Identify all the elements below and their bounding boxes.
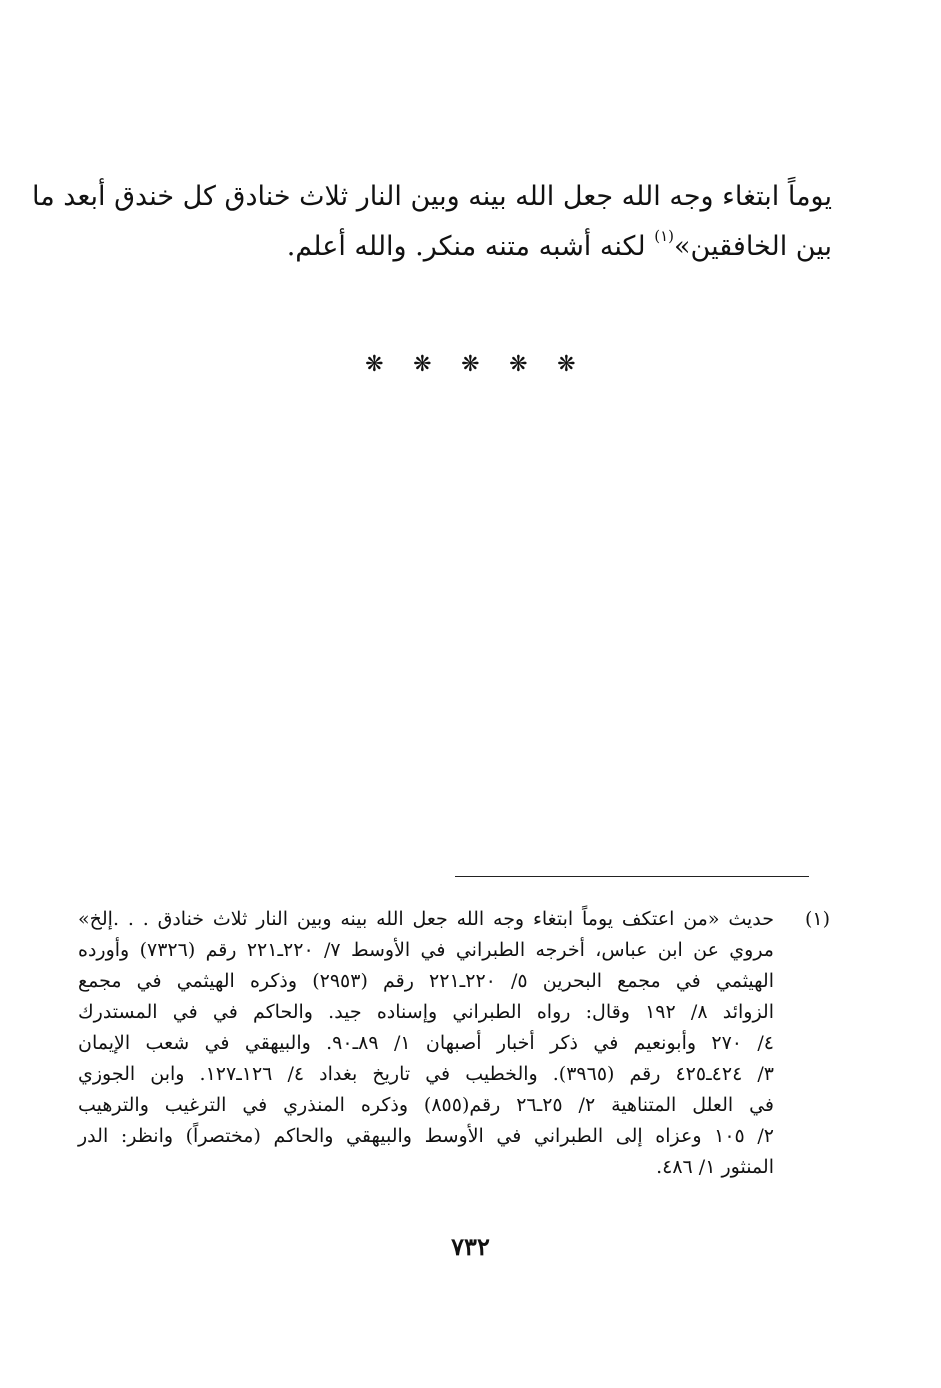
- footnote-body: [78, 904, 774, 1183]
- footnote-line: ٢/ ١٠٥ وعزاه إلى الطبراني في الأوسط والبيهقي والحاكم (مختصراً) وانظر: الدر: [78, 1125, 774, 1147]
- footnote-line: مروي عن ابن عباس، أخرجه الطبراني في الأوسط ٧/ ٢٢٠ـ٢٢١ رقم (٧٣٢٦) وأورده: [78, 939, 774, 961]
- footnote-line: ٤/ ٢٧٠ وأبونعيم في ذكر أخبار أصبهان ١/ ٨٩ـ٩٠. والبيهقي في شعب الإيمان: [78, 1032, 774, 1054]
- footnote-reference: (١): [654, 227, 675, 245]
- separator-star-icon: ❋: [365, 352, 384, 377]
- section-separator: [0, 352, 941, 377]
- footnote-line: المنثور ١/ ٤٨٦.: [656, 1156, 774, 1178]
- footnote-line: في العلل المتناهية ٢/ ٢٥ـ٢٦ رقم(٨٥٥) وذكره المنذري في الترغيب والترهيب: [78, 1094, 774, 1116]
- main-text-segment: بين الخافقين»: [674, 231, 832, 262]
- footnote-line: الهيثمي في مجمع البحرين ٥/ ٢٢٠ـ٢٢١ رقم (٢٩٥٣) وذكره الهيثمي في مجمع: [78, 970, 774, 992]
- separator-star-icon: ❋: [557, 352, 576, 377]
- page-number: ٧٣٢: [451, 1232, 490, 1261]
- footnote-number: (١): [804, 908, 830, 930]
- main-text-line: يوماً ابتغاء وجه الله جعل الله بينه وبين النار ثلاث خنادق كل خندق أبعد ما: [32, 181, 832, 212]
- footnote-line: حديث «من اعتكف يوماً ابتغاء وجه الله جعل الله بينه وبين النار ثلاث خنادق . . .إلخ»: [78, 908, 774, 930]
- separator-star-icon: ❋: [461, 352, 480, 377]
- main-text-segment: لكنه أشبه متنه منكر. والله أعلم.: [286, 231, 655, 262]
- separator-star-icon: ❋: [413, 352, 432, 377]
- separator-star-icon: ❋: [509, 352, 528, 377]
- footnote-line: الزوائد ٨/ ١٩٢ وقال: رواه الطبراني وإسناده جيد. والحاكم في في المستدرك: [78, 1001, 774, 1023]
- main-text-block: [32, 172, 832, 272]
- footnote-divider: [455, 876, 809, 877]
- main-text-line: [80, 222, 832, 272]
- footnote-line: ٣/ ٤٢٤ـ٤٢٥ رقم (٣٩٦٥). والخطيب في تاريخ بغداد ٤/ ١٢٦ـ١٢٧. وابن الجوزي: [78, 1063, 774, 1085]
- footnote: [78, 904, 830, 1183]
